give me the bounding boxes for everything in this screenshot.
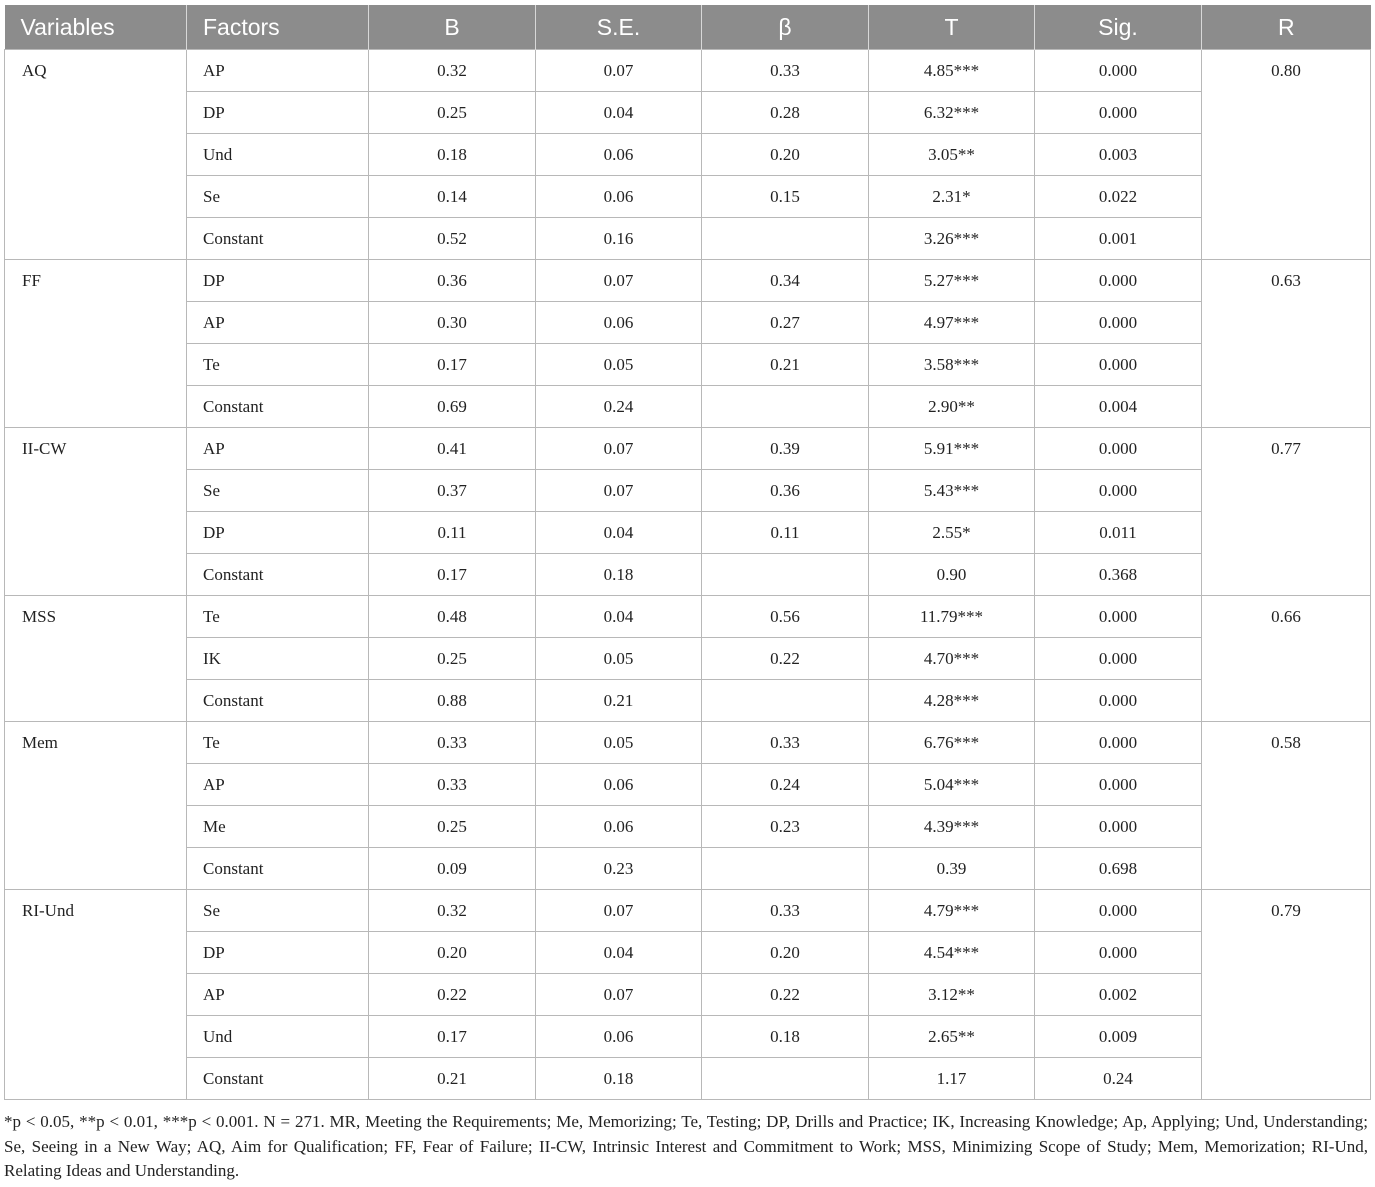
header-r: R	[1202, 5, 1371, 50]
beta-cell	[702, 554, 869, 596]
se-cell: 0.06	[536, 764, 702, 806]
t-cell: 3.05**	[869, 134, 1035, 176]
t-cell: 4.85***	[869, 50, 1035, 92]
r-cell: 0.63	[1202, 260, 1371, 428]
se-cell: 0.07	[536, 470, 702, 512]
beta-cell: 0.22	[702, 974, 869, 1016]
se-cell: 0.06	[536, 302, 702, 344]
beta-cell: 0.34	[702, 260, 869, 302]
table-body	[5, 50, 1371, 1100]
sig-cell: 0.000	[1035, 596, 1202, 638]
sig-cell: 0.002	[1035, 974, 1202, 1016]
sig-cell: 0.011	[1035, 512, 1202, 554]
b-cell: 0.18	[369, 134, 536, 176]
beta-cell: 0.24	[702, 764, 869, 806]
se-cell: 0.24	[536, 386, 702, 428]
factor-cell: Constant	[187, 386, 369, 428]
se-cell: 0.06	[536, 1016, 702, 1058]
se-cell: 0.05	[536, 344, 702, 386]
sig-cell: 0.001	[1035, 218, 1202, 260]
se-cell: 0.21	[536, 680, 702, 722]
se-cell: 0.07	[536, 50, 702, 92]
t-cell: 5.27***	[869, 260, 1035, 302]
beta-cell: 0.33	[702, 890, 869, 932]
header-factors: Factors	[187, 5, 369, 50]
beta-cell: 0.23	[702, 806, 869, 848]
b-cell: 0.25	[369, 806, 536, 848]
table-row	[5, 176, 1371, 218]
beta-cell: 0.33	[702, 722, 869, 764]
factor-cell: Se	[187, 470, 369, 512]
table-row	[5, 344, 1371, 386]
t-cell: 3.58***	[869, 344, 1035, 386]
table-row	[5, 848, 1371, 890]
factor-cell: Constant	[187, 848, 369, 890]
se-cell: 0.07	[536, 890, 702, 932]
beta-cell: 0.36	[702, 470, 869, 512]
se-cell: 0.04	[536, 596, 702, 638]
t-cell: 4.70***	[869, 638, 1035, 680]
t-cell: 6.32***	[869, 92, 1035, 134]
se-cell: 0.05	[536, 722, 702, 764]
b-cell: 0.30	[369, 302, 536, 344]
t-cell: 5.04***	[869, 764, 1035, 806]
table-row	[5, 764, 1371, 806]
b-cell: 0.17	[369, 1016, 536, 1058]
sig-cell: 0.24	[1035, 1058, 1202, 1100]
beta-cell: 0.15	[702, 176, 869, 218]
sig-cell: 0.000	[1035, 764, 1202, 806]
b-cell: 0.32	[369, 890, 536, 932]
t-cell: 5.91***	[869, 428, 1035, 470]
t-cell: 2.55*	[869, 512, 1035, 554]
se-cell: 0.07	[536, 428, 702, 470]
factor-cell: AP	[187, 974, 369, 1016]
b-cell: 0.69	[369, 386, 536, 428]
table-row	[5, 134, 1371, 176]
b-cell: 0.37	[369, 470, 536, 512]
se-cell: 0.18	[536, 1058, 702, 1100]
se-cell: 0.16	[536, 218, 702, 260]
variable-cell: Mem	[5, 722, 187, 890]
beta-cell: 0.33	[702, 50, 869, 92]
factor-cell: IK	[187, 638, 369, 680]
table-row	[5, 722, 1371, 764]
t-cell: 4.54***	[869, 932, 1035, 974]
table-row	[5, 512, 1371, 554]
r-cell: 0.80	[1202, 50, 1371, 260]
factor-cell: Und	[187, 134, 369, 176]
se-cell: 0.07	[536, 260, 702, 302]
factor-cell: DP	[187, 932, 369, 974]
factor-cell: Und	[187, 1016, 369, 1058]
se-cell: 0.06	[536, 134, 702, 176]
factor-cell: DP	[187, 512, 369, 554]
se-cell: 0.06	[536, 806, 702, 848]
header-b: B	[369, 5, 536, 50]
sig-cell: 0.000	[1035, 932, 1202, 974]
variable-cell: AQ	[5, 50, 187, 260]
b-cell: 0.14	[369, 176, 536, 218]
se-cell: 0.18	[536, 554, 702, 596]
r-cell: 0.58	[1202, 722, 1371, 890]
table-row	[5, 92, 1371, 134]
se-cell: 0.07	[536, 974, 702, 1016]
b-cell: 0.11	[369, 512, 536, 554]
table-row	[5, 806, 1371, 848]
beta-cell: 0.20	[702, 134, 869, 176]
t-cell: 0.90	[869, 554, 1035, 596]
b-cell: 0.20	[369, 932, 536, 974]
header-t: T	[869, 5, 1035, 50]
variable-cell: MSS	[5, 596, 187, 722]
table-row	[5, 554, 1371, 596]
r-cell: 0.66	[1202, 596, 1371, 722]
factor-cell: AP	[187, 50, 369, 92]
beta-cell	[702, 218, 869, 260]
variable-cell: II-CW	[5, 428, 187, 596]
b-cell: 0.17	[369, 554, 536, 596]
variable-cell: RI-Und	[5, 890, 187, 1100]
b-cell: 0.52	[369, 218, 536, 260]
r-cell: 0.77	[1202, 428, 1371, 596]
table-row	[5, 386, 1371, 428]
t-cell: 3.26***	[869, 218, 1035, 260]
b-cell: 0.21	[369, 1058, 536, 1100]
beta-cell	[702, 680, 869, 722]
sig-cell: 0.000	[1035, 890, 1202, 932]
beta-cell: 0.18	[702, 1016, 869, 1058]
sig-cell: 0.022	[1035, 176, 1202, 218]
factor-cell: Te	[187, 596, 369, 638]
factor-cell: Te	[187, 722, 369, 764]
table-row	[5, 638, 1371, 680]
sig-cell: 0.009	[1035, 1016, 1202, 1058]
b-cell: 0.41	[369, 428, 536, 470]
t-cell: 3.12**	[869, 974, 1035, 1016]
regression-table-container	[4, 5, 1370, 1100]
b-cell: 0.36	[369, 260, 536, 302]
header-beta: β	[702, 5, 869, 50]
beta-cell: 0.11	[702, 512, 869, 554]
sig-cell: 0.000	[1035, 722, 1202, 764]
factor-cell: Se	[187, 176, 369, 218]
t-cell: 4.79***	[869, 890, 1035, 932]
t-cell: 6.76***	[869, 722, 1035, 764]
factor-cell: Constant	[187, 1058, 369, 1100]
se-cell: 0.05	[536, 638, 702, 680]
se-cell: 0.06	[536, 176, 702, 218]
header-se: S.E.	[536, 5, 702, 50]
sig-cell: 0.698	[1035, 848, 1202, 890]
sig-cell: 0.000	[1035, 344, 1202, 386]
se-cell: 0.04	[536, 932, 702, 974]
t-cell: 2.90**	[869, 386, 1035, 428]
r-cell: 0.79	[1202, 890, 1371, 1100]
factor-cell: AP	[187, 302, 369, 344]
sig-cell: 0.000	[1035, 50, 1202, 92]
factor-cell: Te	[187, 344, 369, 386]
variable-cell: FF	[5, 260, 187, 428]
factor-cell: Se	[187, 890, 369, 932]
beta-cell: 0.20	[702, 932, 869, 974]
beta-cell: 0.39	[702, 428, 869, 470]
table-header-row	[5, 5, 1371, 50]
t-cell: 2.65**	[869, 1016, 1035, 1058]
b-cell: 0.25	[369, 638, 536, 680]
sig-cell: 0.000	[1035, 260, 1202, 302]
table-row	[5, 302, 1371, 344]
sig-cell: 0.000	[1035, 302, 1202, 344]
beta-cell: 0.27	[702, 302, 869, 344]
se-cell: 0.23	[536, 848, 702, 890]
se-cell: 0.04	[536, 92, 702, 134]
b-cell: 0.48	[369, 596, 536, 638]
sig-cell: 0.000	[1035, 428, 1202, 470]
table-row	[5, 218, 1371, 260]
table-row	[5, 932, 1371, 974]
table-row	[5, 596, 1371, 638]
sig-cell: 0.368	[1035, 554, 1202, 596]
sig-cell: 0.003	[1035, 134, 1202, 176]
factor-cell: Constant	[187, 218, 369, 260]
t-cell: 4.97***	[869, 302, 1035, 344]
table-row	[5, 470, 1371, 512]
table-footnote: *p < 0.05, **p < 0.01, ***p < 0.001. N = 271. MR, Meeting the Requirements; Me, Memorizing; Te, Testing; DP, Drills and Practice; IK, Increasing Knowledge; Ap, Applying; Und, Understanding; Se, Seeing in a New Way; AQ, Aim for Qualification; FF, Fear of Failure; II-CW, Intrinsic Interest and Commitment to Work; MSS, Minimizing Scope of Study; Mem, Memorization; RI-Und, Relating Ideas and Understanding.	[4, 1112, 1368, 1180]
table-row	[5, 260, 1371, 302]
t-cell: 11.79***	[869, 596, 1035, 638]
table-row	[5, 974, 1371, 1016]
b-cell: 0.33	[369, 722, 536, 764]
sig-cell: 0.000	[1035, 92, 1202, 134]
table-row	[5, 1058, 1371, 1100]
t-cell: 1.17	[869, 1058, 1035, 1100]
header-sig: Sig.	[1035, 5, 1202, 50]
t-cell: 0.39	[869, 848, 1035, 890]
b-cell: 0.17	[369, 344, 536, 386]
factor-cell: DP	[187, 260, 369, 302]
sig-cell: 0.000	[1035, 680, 1202, 722]
beta-cell: 0.28	[702, 92, 869, 134]
sig-cell: 0.000	[1035, 638, 1202, 680]
factor-cell: Constant	[187, 554, 369, 596]
table-row	[5, 428, 1371, 470]
beta-cell: 0.22	[702, 638, 869, 680]
b-cell: 0.32	[369, 50, 536, 92]
beta-cell: 0.56	[702, 596, 869, 638]
beta-cell: 0.21	[702, 344, 869, 386]
header-variables: Variables	[5, 5, 187, 50]
b-cell: 0.25	[369, 92, 536, 134]
table-row	[5, 50, 1371, 92]
factor-cell: DP	[187, 92, 369, 134]
b-cell: 0.88	[369, 680, 536, 722]
table-row	[5, 1016, 1371, 1058]
beta-cell	[702, 848, 869, 890]
se-cell: 0.04	[536, 512, 702, 554]
factor-cell: Me	[187, 806, 369, 848]
factor-cell: Constant	[187, 680, 369, 722]
t-cell: 5.43***	[869, 470, 1035, 512]
factor-cell: AP	[187, 764, 369, 806]
b-cell: 0.09	[369, 848, 536, 890]
t-cell: 4.39***	[869, 806, 1035, 848]
table-row	[5, 680, 1371, 722]
table-row	[5, 890, 1371, 932]
t-cell: 4.28***	[869, 680, 1035, 722]
b-cell: 0.22	[369, 974, 536, 1016]
sig-cell: 0.004	[1035, 386, 1202, 428]
sig-cell: 0.000	[1035, 470, 1202, 512]
t-cell: 2.31*	[869, 176, 1035, 218]
sig-cell: 0.000	[1035, 806, 1202, 848]
beta-cell	[702, 1058, 869, 1100]
factor-cell: AP	[187, 428, 369, 470]
beta-cell	[702, 386, 869, 428]
b-cell: 0.33	[369, 764, 536, 806]
regression-table	[4, 5, 1371, 1100]
